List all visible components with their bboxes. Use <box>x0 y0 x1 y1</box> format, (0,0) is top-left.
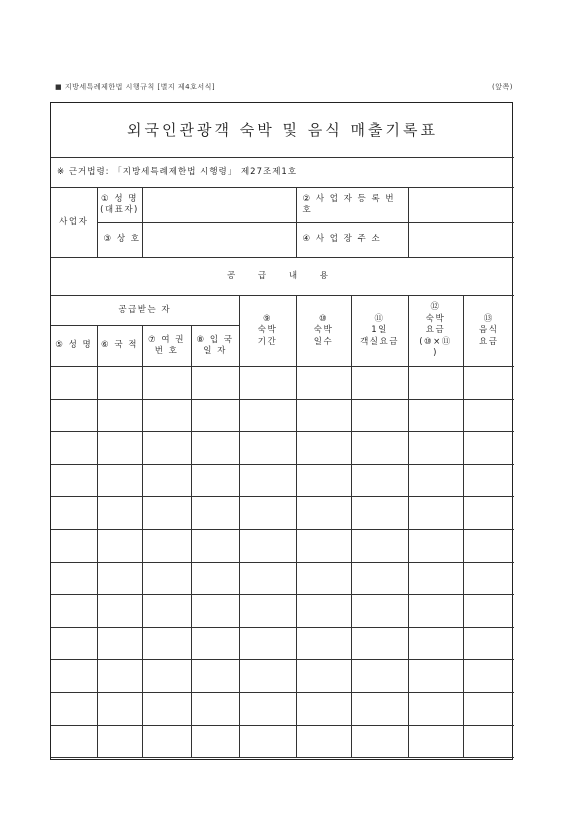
daily-room-rate-header: ⑪ 1일 객실요금 <box>351 296 408 367</box>
cell[interactable] <box>463 464 514 497</box>
table-row <box>51 367 514 400</box>
cell[interactable] <box>142 464 191 497</box>
cell[interactable] <box>97 692 142 725</box>
cell[interactable] <box>142 725 191 758</box>
stay-days-header: ⑩ 숙박 일수 <box>296 296 351 367</box>
recipient-header: 공급받는 자 <box>51 296 239 326</box>
cell[interactable] <box>408 627 463 660</box>
cell[interactable] <box>351 432 408 465</box>
cell[interactable] <box>296 692 351 725</box>
form-table <box>51 103 514 758</box>
cell[interactable] <box>296 399 351 432</box>
table-row <box>51 464 514 497</box>
cell[interactable] <box>51 660 97 693</box>
cell[interactable] <box>97 660 142 693</box>
trade-name-label: ③ 상 호 <box>97 223 142 258</box>
passport-number-header: ⑦ 여 권 번 호 <box>142 326 191 367</box>
cell[interactable] <box>351 725 408 758</box>
cell[interactable] <box>463 627 514 660</box>
cell[interactable] <box>239 595 296 628</box>
cell[interactable] <box>408 399 463 432</box>
cell[interactable] <box>142 595 191 628</box>
cell[interactable] <box>351 595 408 628</box>
cell[interactable] <box>239 497 296 530</box>
cell[interactable] <box>97 725 142 758</box>
cell[interactable] <box>142 432 191 465</box>
cell[interactable] <box>97 595 142 628</box>
cell[interactable] <box>408 660 463 693</box>
cell[interactable] <box>142 660 191 693</box>
registration-number-field[interactable] <box>408 188 514 223</box>
cell[interactable] <box>239 627 296 660</box>
cell[interactable] <box>463 725 514 758</box>
cell[interactable] <box>408 725 463 758</box>
cell[interactable] <box>51 399 97 432</box>
cell[interactable] <box>351 660 408 693</box>
cell[interactable] <box>463 432 514 465</box>
table-row <box>51 432 514 465</box>
cell[interactable] <box>191 692 239 725</box>
registration-number-label: ② 사 업 자 등 록 번 호 <box>296 188 408 223</box>
table-row <box>51 399 514 432</box>
lodging-fee-header: ⑫ 숙박 요금 (⑩×⑪ ) <box>408 296 463 367</box>
cell[interactable] <box>463 660 514 693</box>
cell[interactable] <box>463 529 514 562</box>
nationality-header: ⑥ 국 적 <box>97 326 142 367</box>
cell[interactable] <box>239 692 296 725</box>
cell[interactable] <box>296 562 351 595</box>
cell[interactable] <box>191 529 239 562</box>
table-row <box>51 627 514 660</box>
name-representative-field[interactable] <box>142 188 296 223</box>
business-label: 사업자 <box>51 188 97 258</box>
cell[interactable] <box>351 367 408 400</box>
cell[interactable] <box>51 529 97 562</box>
cell[interactable] <box>296 464 351 497</box>
regulation-reference: ■ 지방세특례제한법 시행규칙 [별지 제4호서식] <box>55 83 216 91</box>
cell[interactable] <box>191 627 239 660</box>
cell[interactable] <box>351 692 408 725</box>
cell[interactable] <box>191 432 239 465</box>
cell[interactable] <box>142 562 191 595</box>
cell[interactable] <box>97 367 142 400</box>
cell[interactable] <box>142 627 191 660</box>
guest-name-header: ⑤ 성 명 <box>51 326 97 367</box>
supply-details-header: 공 급 내 용 <box>51 258 514 296</box>
cell[interactable] <box>191 725 239 758</box>
cell[interactable] <box>191 660 239 693</box>
cell[interactable] <box>142 399 191 432</box>
cell[interactable] <box>296 529 351 562</box>
cell[interactable] <box>239 529 296 562</box>
cell[interactable] <box>191 367 239 400</box>
cell[interactable] <box>351 399 408 432</box>
cell[interactable] <box>463 595 514 628</box>
cell[interactable] <box>296 660 351 693</box>
cell[interactable] <box>97 529 142 562</box>
cell[interactable] <box>408 497 463 530</box>
cell[interactable] <box>51 627 97 660</box>
cell[interactable] <box>408 432 463 465</box>
form-title: 외국인관광객 숙박 및 음식 매출기록표 <box>51 103 514 158</box>
table-row <box>51 595 514 628</box>
cell[interactable] <box>51 432 97 465</box>
legal-basis: ※ 근거법령: 「지방세특례제한법 시행령」 제27조제1호 <box>51 158 514 188</box>
cell[interactable] <box>191 497 239 530</box>
name-representative-label: ① 성 명 (대표자) <box>97 188 142 223</box>
entry-date-header: ⑧ 입 국 일 자 <box>191 326 239 367</box>
cell[interactable] <box>97 432 142 465</box>
table-row <box>51 660 514 693</box>
cell[interactable] <box>463 497 514 530</box>
cell[interactable] <box>51 562 97 595</box>
cell[interactable] <box>463 562 514 595</box>
cell[interactable] <box>408 367 463 400</box>
sales-record-form <box>50 102 513 760</box>
stay-period-header: ⑨ 숙박 기간 <box>239 296 296 367</box>
cell[interactable] <box>97 399 142 432</box>
cell[interactable] <box>97 562 142 595</box>
table-row <box>51 725 514 758</box>
cell[interactable] <box>97 627 142 660</box>
cell[interactable] <box>296 627 351 660</box>
cell[interactable] <box>296 367 351 400</box>
cell[interactable] <box>463 692 514 725</box>
cell[interactable] <box>351 529 408 562</box>
cell[interactable] <box>239 399 296 432</box>
cell[interactable] <box>191 562 239 595</box>
table-row <box>51 497 514 530</box>
cell[interactable] <box>239 432 296 465</box>
cell[interactable] <box>296 595 351 628</box>
cell[interactable] <box>408 562 463 595</box>
cell[interactable] <box>408 464 463 497</box>
cell[interactable] <box>51 692 97 725</box>
cell[interactable] <box>408 692 463 725</box>
business-address-label: ④ 사 업 장 주 소 <box>296 223 408 258</box>
cell[interactable] <box>351 497 408 530</box>
cell[interactable] <box>97 464 142 497</box>
cell[interactable] <box>191 595 239 628</box>
cell[interactable] <box>408 529 463 562</box>
cell[interactable] <box>142 529 191 562</box>
cell[interactable] <box>142 692 191 725</box>
cell[interactable] <box>239 464 296 497</box>
cell[interactable] <box>239 725 296 758</box>
cell[interactable] <box>239 367 296 400</box>
cell[interactable] <box>408 595 463 628</box>
table-row <box>51 529 514 562</box>
cell[interactable] <box>239 660 296 693</box>
cell[interactable] <box>51 367 97 400</box>
cell[interactable] <box>463 367 514 400</box>
cell[interactable] <box>51 497 97 530</box>
cell[interactable] <box>463 399 514 432</box>
cell[interactable] <box>351 627 408 660</box>
cell[interactable] <box>191 464 239 497</box>
page-side-note: (앞쪽) <box>492 83 513 91</box>
trade-name-field[interactable] <box>142 223 296 258</box>
cell[interactable] <box>296 432 351 465</box>
cell[interactable] <box>239 562 296 595</box>
cell[interactable] <box>296 497 351 530</box>
cell[interactable] <box>142 367 191 400</box>
table-row <box>51 562 514 595</box>
business-address-field[interactable] <box>408 223 514 258</box>
cell[interactable] <box>142 497 191 530</box>
table-row <box>51 692 514 725</box>
cell[interactable] <box>51 464 97 497</box>
cell[interactable] <box>51 595 97 628</box>
cell[interactable] <box>51 725 97 758</box>
cell[interactable] <box>191 399 239 432</box>
cell[interactable] <box>351 562 408 595</box>
food-fee-header: ⑬ 음식 요금 <box>463 296 514 367</box>
cell[interactable] <box>296 725 351 758</box>
cell[interactable] <box>351 464 408 497</box>
cell[interactable] <box>97 497 142 530</box>
